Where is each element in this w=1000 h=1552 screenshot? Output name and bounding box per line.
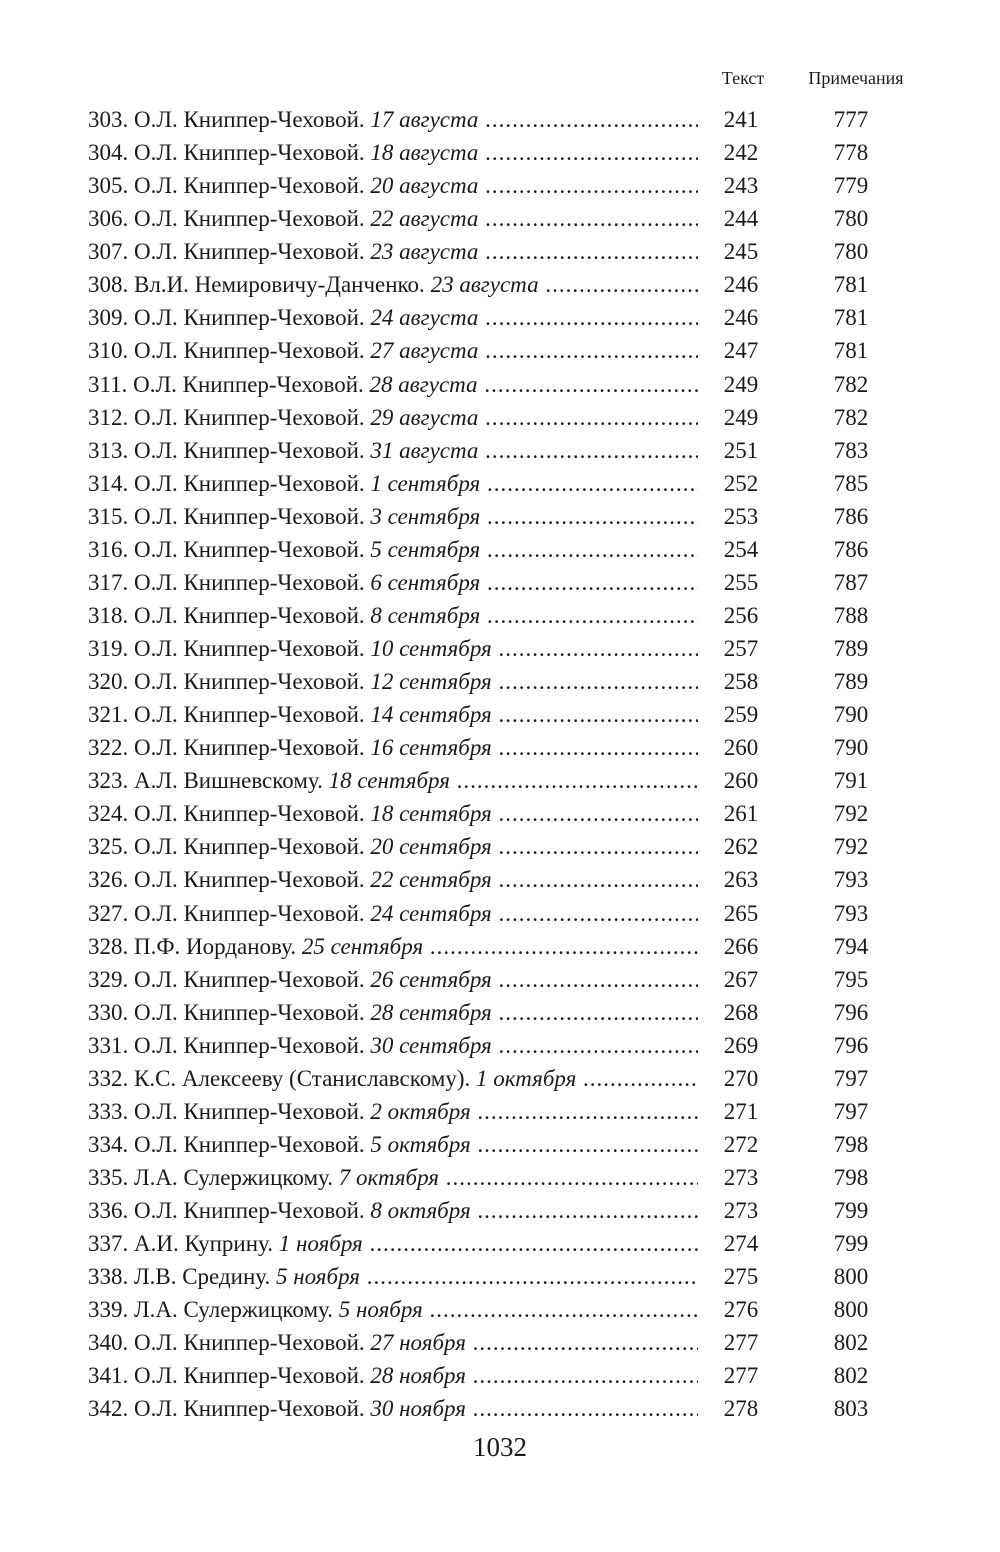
toc-entry [88, 268, 888, 301]
entry-recipient: О.Л. Книппер-Чеховой. [134, 867, 365, 893]
toc-entry-leader [88, 1095, 698, 1128]
entry-number: 336. [88, 1198, 129, 1224]
entry-notes-page: 800 [833, 1297, 869, 1323]
toc-entry-leader [88, 235, 698, 268]
entry-text-page: 259 [723, 702, 759, 728]
entry-text-page: 269 [723, 1032, 759, 1058]
entry-recipient: О.Л. Книппер-Чеховой. [133, 371, 364, 397]
toc-entry [88, 930, 888, 963]
toc-entry [88, 963, 888, 996]
entry-number: 334. [88, 1131, 129, 1157]
toc-entry-leader [88, 863, 698, 896]
entry-number: 315. [88, 503, 129, 529]
toc-entry-leader [88, 202, 698, 235]
toc-entry-leader [88, 500, 698, 533]
toc-entry-leader [88, 301, 698, 334]
toc-entry [88, 434, 888, 467]
entry-notes-page: 795 [833, 966, 869, 992]
entry-number: 303. [88, 107, 129, 132]
entry-text-page: 257 [723, 636, 759, 661]
entry-notes-page: 789 [833, 669, 869, 695]
table-of-contents [88, 103, 888, 1426]
entry-notes-page: 796 [833, 999, 869, 1025]
entry-recipient: О.Л. Книппер-Чеховой. [134, 338, 365, 364]
entry-date: 23 августа [430, 272, 539, 298]
entry-date: 18 сентября [370, 801, 492, 827]
toc-entry [88, 830, 888, 863]
toc-entry [88, 996, 888, 1029]
entry-text-page: 260 [723, 768, 759, 794]
entry-number: 328. [88, 933, 129, 959]
entry-number: 337. [88, 1231, 129, 1257]
entry-text-page: 258 [723, 669, 759, 695]
entry-number: 310. [88, 338, 129, 364]
entry-date: 20 августа [370, 173, 479, 199]
entry-number: 311. [88, 371, 128, 397]
entry-recipient: А.И. Куприну. [134, 1231, 273, 1257]
entry-text-page: 266 [723, 933, 759, 959]
toc-entry [88, 235, 888, 268]
toc-entry [88, 202, 888, 235]
toc-entry [88, 1029, 888, 1062]
entry-text-page: 278 [723, 1396, 759, 1422]
toc-entry [88, 764, 888, 797]
entry-number: 306. [88, 206, 129, 232]
toc-entry-leader [88, 434, 698, 467]
entry-recipient: П.Ф. Иорданову. [134, 933, 297, 959]
entry-number: 304. [88, 140, 129, 166]
toc-entry-leader [88, 797, 698, 830]
entry-text-page: 277 [723, 1363, 759, 1389]
entry-notes-page: 796 [833, 1032, 869, 1058]
entry-number: 341. [88, 1363, 129, 1389]
toc-entry [88, 467, 888, 500]
entry-recipient: Вл.И. Немировичу-Данченко. [134, 272, 425, 298]
entry-date: 17 августа [370, 107, 479, 132]
toc-entry-leader [88, 1359, 698, 1392]
entry-text-page: 273 [723, 1165, 759, 1190]
toc-entry [88, 1128, 888, 1161]
entry-number: 327. [88, 900, 129, 926]
toc-entry-leader [88, 1260, 698, 1293]
entry-notes-page: 782 [833, 404, 869, 430]
entry-notes-page: 780 [833, 239, 869, 265]
entry-recipient: О.Л. Книппер-Чеховой. [134, 702, 365, 728]
entry-recipient: О.Л. Книппер-Чеховой. [134, 900, 365, 926]
entry-date: 3 сентября [370, 503, 481, 529]
entry-notes-page: 777 [833, 107, 869, 132]
entry-date: 18 сентября [328, 768, 450, 794]
entry-text-page: 246 [723, 305, 759, 331]
entry-date: 8 сентября [370, 602, 481, 628]
toc-entry-leader [88, 467, 698, 500]
toc-entry [88, 1392, 888, 1425]
entry-notes-page: 789 [833, 636, 869, 661]
entry-date: 27 ноября [370, 1330, 466, 1356]
toc-entry [88, 599, 888, 632]
toc-entry-leader [88, 599, 698, 632]
entry-text-page: 265 [723, 900, 759, 926]
toc-entry-leader [88, 136, 698, 169]
entry-number: 307. [88, 239, 129, 265]
entry-date: 31 августа [370, 437, 479, 463]
toc-entry [88, 401, 888, 434]
entry-recipient: О.Л. Книппер-Чеховой. [134, 239, 365, 265]
entry-text-page: 242 [723, 140, 759, 166]
toc-entry-leader [88, 334, 698, 367]
entry-text-page: 241 [723, 107, 759, 132]
toc-entry [88, 368, 888, 401]
entry-notes-page: 792 [833, 834, 869, 860]
entry-number: 317. [88, 569, 129, 595]
entry-date: 5 ноября [338, 1297, 423, 1323]
entry-number: 325. [88, 834, 129, 860]
entry-number: 320. [88, 669, 129, 695]
toc-entry-leader [88, 103, 698, 136]
entry-notes-page: 786 [833, 536, 869, 562]
entry-recipient: О.Л. Книппер-Чеховой. [134, 602, 365, 628]
entry-notes-page: 792 [833, 801, 869, 827]
toc-entry-leader [88, 632, 698, 665]
entry-recipient: О.Л. Книппер-Чеховой. [134, 1396, 365, 1422]
entry-text-page: 274 [723, 1231, 759, 1257]
toc-entry-leader [88, 1161, 698, 1194]
toc-entry [88, 500, 888, 533]
entry-text-page: 256 [723, 602, 759, 628]
entry-number: 313. [88, 437, 129, 463]
entry-notes-page: 780 [833, 206, 869, 232]
entry-date: 23 августа [370, 239, 479, 265]
entry-date: 30 ноября [370, 1396, 466, 1422]
entry-text-page: 270 [723, 1065, 759, 1091]
toc-entry [88, 1062, 888, 1095]
toc-entry-leader [88, 1128, 698, 1161]
entry-date: 7 октября [338, 1165, 439, 1190]
entry-notes-page: 783 [833, 437, 869, 463]
entry-date: 26 сентября [370, 966, 492, 992]
toc-entry [88, 1326, 888, 1359]
entry-number: 340. [88, 1330, 129, 1356]
toc-entry-title [88, 1392, 698, 1434]
entry-date: 1 ноября [278, 1231, 363, 1257]
entry-date: 14 сентября [370, 702, 492, 728]
entry-notes-page: 785 [833, 470, 869, 496]
entry-notes-page: 790 [833, 735, 869, 761]
toc-entry [88, 334, 888, 367]
entry-recipient: А.Л. Вишневскому. [134, 768, 323, 794]
entry-number: 339. [88, 1297, 129, 1323]
toc-entry [88, 665, 888, 698]
toc-entry [88, 1194, 888, 1227]
entry-recipient: О.Л. Книппер-Чеховой. [134, 801, 365, 827]
entry-text-page: 276 [723, 1297, 759, 1323]
entry-notes-page: 793 [833, 900, 869, 926]
entry-date: 1 октября [476, 1065, 577, 1091]
entry-notes-page: 793 [833, 867, 869, 893]
toc-entry [88, 1293, 888, 1326]
header-text-column: Текст [721, 68, 765, 88]
toc-entry [88, 797, 888, 830]
column-headers [0, 68, 1000, 96]
page-number: 1032 [473, 1432, 527, 1462]
toc-entry [88, 1095, 888, 1128]
toc-entry [88, 566, 888, 599]
entry-notes-page: 787 [833, 569, 869, 595]
entry-text-page: 277 [723, 1330, 759, 1356]
entry-notes-page: 790 [833, 702, 869, 728]
toc-entry [88, 1161, 888, 1194]
entry-notes-page: 788 [833, 602, 869, 628]
entry-number: 321. [88, 702, 129, 728]
toc-entry [88, 698, 888, 731]
toc-entry-leader [88, 1293, 698, 1326]
entry-date: 24 сентября [370, 900, 492, 926]
entry-notes-page: 781 [833, 338, 869, 364]
entry-recipient: О.Л. Книппер-Чеховой. [134, 1032, 365, 1058]
entry-notes-page: 798 [833, 1165, 869, 1190]
entry-date: 28 ноября [370, 1363, 466, 1389]
entry-date: 6 сентября [370, 569, 481, 595]
entry-recipient: О.Л. Книппер-Чеховой. [134, 470, 365, 496]
toc-entry [88, 632, 888, 665]
entry-number: 312. [88, 404, 129, 430]
toc-entry-leader [88, 368, 698, 401]
toc-entry [88, 1359, 888, 1392]
toc-entry [88, 1260, 888, 1293]
entry-date: 8 октября [370, 1198, 471, 1224]
entry-notes-page: 800 [833, 1264, 869, 1290]
entry-date: 24 августа [370, 305, 479, 331]
toc-entry-leader [88, 930, 698, 963]
entry-notes-page: 799 [833, 1231, 869, 1257]
entry-notes-page: 799 [833, 1198, 869, 1224]
toc-entry-leader [88, 169, 698, 202]
toc-entry-leader [88, 1194, 698, 1227]
entry-number: 332. [88, 1065, 129, 1091]
entry-date: 2 октября [370, 1098, 471, 1124]
toc-entry-leader [88, 731, 698, 764]
entry-text-page: 253 [723, 503, 759, 529]
toc-entry [88, 863, 888, 896]
entry-text-page: 252 [723, 470, 759, 496]
entry-date: 18 августа [370, 140, 479, 166]
entry-notes-page: 797 [833, 1065, 869, 1091]
entry-number: 333. [88, 1098, 129, 1124]
entry-text-page: 251 [723, 437, 759, 463]
entry-text-page: 260 [723, 735, 759, 761]
entry-recipient: О.Л. Книппер-Чеховой. [134, 140, 365, 166]
entry-date: 5 октября [370, 1131, 471, 1157]
entry-date: 27 августа [370, 338, 479, 364]
toc-entry-leader [88, 1326, 698, 1359]
entry-date: 5 сентября [370, 536, 481, 562]
entry-date: 20 сентября [370, 834, 492, 860]
toc-entry [88, 103, 888, 136]
entry-notes-page: 791 [833, 768, 869, 794]
entry-notes-page: 779 [833, 173, 869, 199]
entry-notes-page: 797 [833, 1098, 869, 1124]
toc-entry-leader [88, 533, 698, 566]
entry-date: 25 сентября [301, 933, 424, 959]
entry-number: 324. [88, 801, 129, 827]
toc-entry-leader [88, 698, 698, 731]
entry-recipient: Л.В. Средину. [134, 1264, 271, 1290]
entry-date: 22 августа [370, 206, 479, 232]
entry-number: 342. [88, 1396, 129, 1422]
entry-notes-page: 781 [833, 272, 869, 298]
entry-recipient: О.Л. Книппер-Чеховой. [134, 1131, 365, 1157]
entry-number: 305. [88, 173, 129, 199]
entry-date: 30 сентября [370, 1032, 492, 1058]
toc-entry-leader [88, 1029, 698, 1062]
entry-text-page: 275 [723, 1264, 759, 1290]
entry-date: 12 сентября [370, 669, 492, 695]
entry-notes-page: 802 [833, 1330, 869, 1356]
entry-text-page: 262 [723, 834, 759, 860]
entry-text-page: 249 [723, 404, 759, 430]
toc-entry-leader [88, 1062, 698, 1095]
entry-text-page: 243 [723, 173, 759, 199]
entry-number: 316. [88, 536, 129, 562]
toc-entry-leader [88, 830, 698, 863]
toc-entry [88, 169, 888, 202]
entry-recipient: О.Л. Книппер-Чеховой. [134, 1198, 365, 1224]
toc-entry [88, 897, 888, 930]
entry-number: 314. [88, 470, 129, 496]
toc-entry [88, 533, 888, 566]
entry-number: 326. [88, 867, 129, 893]
entry-recipient: О.Л. Книппер-Чеховой. [134, 536, 365, 562]
entry-recipient: О.Л. Книппер-Чеховой. [134, 1098, 365, 1124]
entry-notes-page: 803 [833, 1396, 869, 1422]
entry-date: 5 ноября [275, 1264, 360, 1290]
toc-entry-leader [88, 401, 698, 434]
entry-date: 10 сентября [370, 636, 492, 661]
entry-date: 29 августа [370, 404, 479, 430]
toc-entry [88, 301, 888, 334]
entry-recipient: Л.А. Сулержицкому. [134, 1297, 333, 1323]
entry-text-page: 247 [723, 338, 759, 364]
entry-number: 322. [88, 735, 129, 761]
entry-recipient: О.Л. Книппер-Чеховой. [134, 735, 365, 761]
entry-notes-page: 778 [833, 140, 869, 166]
entry-date: 22 сентября [370, 867, 492, 893]
entry-notes-page: 794 [833, 933, 869, 959]
entry-recipient: О.Л. Книппер-Чеховой. [134, 1363, 365, 1389]
entry-number: 331. [88, 1032, 129, 1058]
entry-recipient: О.Л. Книппер-Чеховой. [134, 669, 365, 695]
toc-entry-leader [88, 566, 698, 599]
entry-notes-page: 786 [833, 503, 869, 529]
entry-recipient: О.Л. Книппер-Чеховой. [134, 107, 365, 132]
entry-recipient: О.Л. Книппер-Чеховой. [134, 404, 365, 430]
entry-text-page: 271 [723, 1098, 759, 1124]
entry-text-page: 268 [723, 999, 759, 1025]
entry-recipient: О.Л. Книппер-Чеховой. [134, 569, 365, 595]
entry-text-page: 249 [723, 371, 759, 397]
entry-date: 1 сентября [370, 470, 481, 496]
entry-recipient: О.Л. Книппер-Чеховой. [134, 834, 365, 860]
toc-entry-leader [88, 764, 698, 797]
toc-entry-leader [88, 1227, 698, 1260]
entry-recipient: О.Л. Книппер-Чеховой. [134, 305, 365, 331]
entry-date: 28 сентября [370, 999, 492, 1025]
entry-notes-page: 798 [833, 1131, 869, 1157]
toc-entry-leader [88, 665, 698, 698]
entry-recipient: О.Л. Книппер-Чеховой. [134, 966, 365, 992]
toc-entry-leader [88, 897, 698, 930]
entry-recipient: О.Л. Книппер-Чеховой. [134, 206, 365, 232]
entry-text-page: 272 [723, 1131, 759, 1157]
entry-recipient: О.Л. Книппер-Чеховой. [134, 636, 365, 661]
header-notes-column: Примечания [808, 68, 904, 88]
toc-entry [88, 136, 888, 169]
entry-number: 319. [88, 636, 129, 661]
entry-text-page: 261 [723, 801, 759, 827]
entry-text-page: 255 [723, 569, 759, 595]
entry-number: 335. [88, 1165, 129, 1190]
entry-recipient: К.С. Алексееву (Станиславскому). [134, 1065, 471, 1091]
entry-notes-page: 782 [833, 371, 869, 397]
entry-number: 330. [88, 999, 129, 1025]
entry-recipient: О.Л. Книппер-Чеховой. [134, 1330, 365, 1356]
entry-date: 28 августа [369, 371, 478, 397]
entry-text-page: 244 [723, 206, 759, 232]
entry-number: 338. [88, 1264, 129, 1290]
entry-text-page: 267 [723, 966, 759, 992]
toc-entry [88, 1227, 888, 1260]
entry-recipient: О.Л. Книппер-Чеховой. [134, 173, 365, 199]
entry-text-page: 263 [723, 867, 759, 893]
entry-recipient: О.Л. Книппер-Чеховой. [134, 503, 365, 529]
entry-number: 308. [88, 272, 129, 298]
entry-notes-page: 781 [833, 305, 869, 331]
entry-number: 329. [88, 966, 129, 992]
entry-text-page: 254 [723, 536, 759, 562]
entry-text-page: 245 [723, 239, 759, 265]
toc-entry-leader [88, 996, 698, 1029]
entry-recipient: Л.А. Сулержицкому. [134, 1165, 333, 1190]
entry-text-page: 273 [723, 1198, 759, 1224]
toc-entry-leader [88, 963, 698, 996]
entry-date: 16 сентября [370, 735, 492, 761]
toc-entry-leader [88, 268, 698, 301]
entry-number: 323. [88, 768, 129, 794]
toc-entry-leader [88, 1392, 698, 1425]
entry-notes-page: 802 [833, 1363, 869, 1389]
entry-recipient: О.Л. Книппер-Чеховой. [134, 999, 365, 1025]
entry-number: 309. [88, 305, 129, 331]
entry-number: 318. [88, 602, 129, 628]
entry-text-page: 246 [723, 272, 759, 298]
toc-entry [88, 731, 888, 764]
entry-recipient: О.Л. Книппер-Чеховой. [134, 437, 365, 463]
